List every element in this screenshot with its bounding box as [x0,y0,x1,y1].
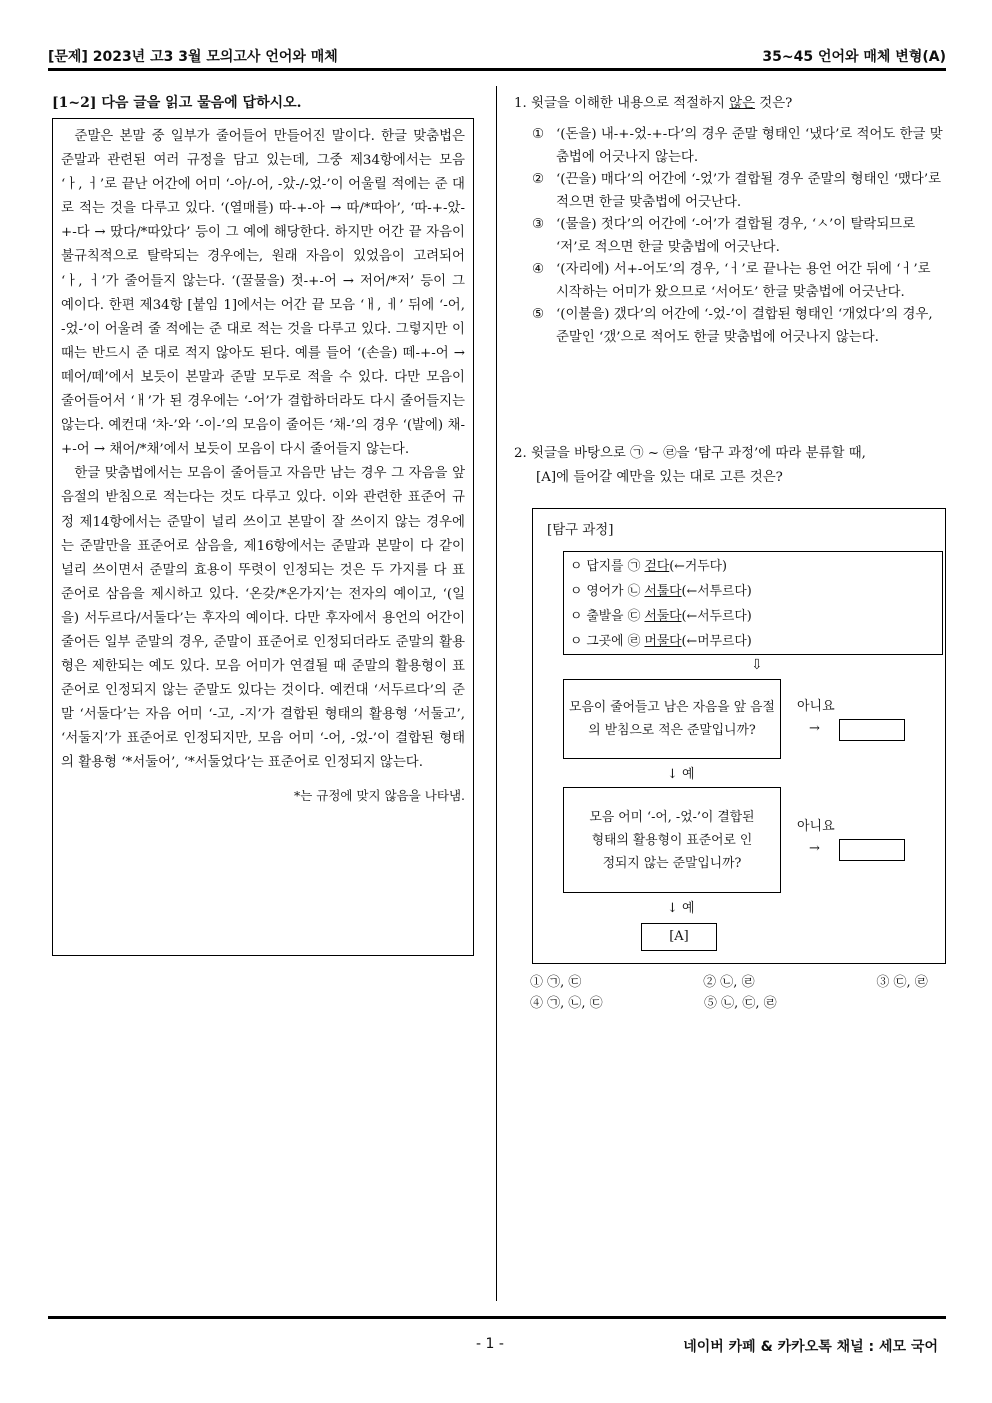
exam-subtitle: 35~45 언어와 매체 변형(A) [762,49,946,65]
choice-3[interactable]: ③ ㉢, ㉣ [876,975,928,990]
question-1-stem [514,92,946,116]
question-1 [514,92,946,349]
choice-1[interactable]: ① ㉠, ㉢ [530,975,582,990]
question-1-stem-text: 1. 윗글을 이해한 내용으로 적절하지 [514,96,730,111]
example-word: 서둘다 [644,609,682,624]
question-1-stem-end: 것은? [755,96,793,111]
passage-paragraph-2: 한글 맞춤법에서는 모음이 줄어들고 자음만 남는 경우 그 자음을 앞 음절의 받침으로 적는다는 것도 다루고 있다. 이와 관련한 표준어 규정 제14항에서는 준말이 널리 쓰이고 본말이 잘 쓰이지 않는 경우에는 준말만을 표준어로 삼음을, 제16항에서는 준말과 본말이 다 같이 널리 쓰이면서 준말의 효용이 뚜렷이 인정되는 것은 두 가지를 다 표준어로 삼음을 제시하고 있다. ‘온갖/*온가지’는 전자의 예이고, ‘(일을) 서두르다/서둘다’는 후자의 예이다. 다만 후자에서 용언의 어간이 줄어든 일부 준말의 경우, 준말이 표준어로 인정되더라도 준말의 활용형은 제한되는 예도 있다. 모음 어미가 연결될 때 준말의 활용형이 표준어로 인정되지 않는 준말도 있다는 것이다. 예컨대 ‘서두르다’의 준말 ‘서둘다’는 자음 어미 ‘-고, -지’가 결합된 형태의 활용형 ‘서둘고’, ‘서둘지’가 표준어로 인정되지만, 모음 어미 ‘-어, -었-’이 결합된 형태의 활용형 ‘*서둘어’, ‘*서둘었다’는 표준어로 인정되지 않는다. [61,466,465,771]
option-number: ③ [532,217,545,232]
example-origin: (←서투르다) [681,584,752,599]
example-prefix: ㅇ 출발을 ㉢ [570,609,645,624]
exam-title: [문제] 2023년 고3 3월 모의고사 언어와 매체 [48,49,338,65]
example-word: 걷다 [644,559,670,574]
result-A-box: [A] [641,923,717,951]
choice-4[interactable]: ④ ㉠, ㉡, ㉢ [530,996,603,1011]
page-number: - 1 - [476,1336,504,1352]
example-origin: (←머무르다) [681,634,752,649]
inquiry-process-box [532,508,946,964]
example-prefix: ㅇ 영어가 ㉡ [570,584,645,599]
option-2[interactable] [532,169,946,214]
column-divider [496,86,497,1301]
example-origin: (←서두르다) [681,609,752,624]
option-number: ② [532,172,545,187]
example-word: 머물다 [644,634,682,649]
question-2 [514,442,946,490]
right-arrow-icon: → [809,721,820,736]
example-list [563,551,943,655]
inquiry-title: [탐구 과정] [547,523,614,538]
option-text: ‘(돈을) 내-+-었-+-다’의 경우 준말 형태인 ‘냈다’로 적어도 한글 맞춤법에 어긋나지 않는다. [556,127,943,165]
option-text: ‘(물을) 젓다’의 어간에 ‘-어’가 결합될 경우, ‘ㅅ’이 탈락되므로 ‘저’로 적으면 한글 맞춤법에 어긋난다. [556,217,916,255]
example-origin: (←거두다) [669,559,727,574]
step-2-question: 모음 어미 ‘-어, -었-’이 결합된 형태의 활용형이 표준어로 인정되지 않는 준말입니까? [563,787,781,893]
hollow-down-arrow-icon: ⇩ [751,657,763,673]
footer-channel: 네이버 카페 & 카카오톡 채널 : 세모 국어 [683,1339,938,1355]
right-arrow-icon: → [809,841,820,856]
option-4[interactable] [532,259,946,304]
choice-2[interactable]: ② ㉡, ㉣ [703,975,755,990]
example-prefix: ㅇ 답지를 ㉠ [570,559,645,574]
reading-passage [52,118,474,956]
question-lead: [1~2] 다음 글을 읽고 물음에 답하시오. [52,95,302,111]
example-prefix: ㅇ 그곳에 ㉣ [570,634,645,649]
option-number: ⑤ [532,307,545,322]
step-2-yes-label: ↓ 예 [667,901,695,916]
option-1[interactable] [532,124,946,169]
step-2-answer-blank [839,839,905,861]
example-item [570,604,936,629]
passage-paragraph-1: 준말은 본말 중 일부가 줄어들어 만들어진 말이다. 한글 맞춤법은 준말과 관련된 여러 규정을 담고 있는데, 그중 제34항에서는 모음 ‘ㅏ, ㅓ’로 끝난 어간에 어미 ‘-아/-어, -았-/-었-’이 어울릴 적에는 준 대로 적는 것을 다루고 있다. ‘(열매를) 따-+-아 → 따/*따아’, ‘따-+-았-+-다 → 땄다/*따았다’ 등이 그 예에 해당한다. 하지만 어간 끝 자음이 불규칙적으로 탈락되는 경우에는, 원래 자음이 있었음이 고려되어 ‘ㅏ, ㅓ’가 줄어들지 않는다. ‘(꿀물을) 젓-+-어 → 저어/*저’ 등이 그 예이다. 한편 제34항 [붙임 1]에서는 어간 끝 모음 ‘ㅐ, ㅔ’ 뒤에 ‘-어, -었-’이 어울려 줄 적에는 준 대로 적는 것을 다루고 있다. 그렇지만 이때는 반드시 준 대로 적지 않아도 된다. 예를 들어 ‘(손을) 떼-+-어 → 떼어/떼’에서 보듯이 본말과 준말 모두로 적을 수 있다. 다만 모음이 줄어들어서 ‘ㅐ’가 된 경우에는 ‘-어’가 결합하더라도 다시 줄어들지는 않는다. 예컨대 ‘차-’와 ‘-이-’의 모음이 줄어든 ‘채-’의 경우 ‘(발에) 채-+-어 → 채어/*채’에서 보듯이 모음이 다시 줄어들지 않는다. [61,129,465,458]
option-5[interactable] [532,304,946,349]
choice-5[interactable]: ⑤ ㉡, ㉢, ㉣ [704,996,777,1011]
question-2-stem-line1: 2. 윗글을 바탕으로 ㉠ ~ ㉣을 ‘탐구 과정’에 따라 분류할 때, [514,446,866,461]
example-word: 서툴다 [644,584,682,599]
question-2-choices [530,972,946,1014]
option-number: ④ [532,262,545,277]
question-1-stem-emphasis: 않은 [729,96,756,111]
step-1-yes-label: ↓ 예 [667,767,695,782]
passage-note: *는 규정에 맞지 않음을 나타냄. [293,787,465,803]
example-item [570,554,936,579]
step-1-question: 모음이 줄어들고 남은 자음을 앞 음절의 받침으로 적은 준말입니까? [563,679,781,759]
option-3[interactable] [532,214,946,259]
question-2-stem-line2: [A]에 들어갈 예만을 있는 대로 고른 것은? [536,470,783,485]
question-1-options [514,124,946,349]
option-text: ‘(자리에) 서+-어도’의 경우, ‘ㅓ’로 끝나는 용언 어간 뒤에 ‘ㅓ’로 시작하는 어미가 왔으므로 ‘서어도’ 한글 맞춤법에 어긋난다. [556,262,931,300]
option-number: ① [532,127,545,142]
top-rule [48,68,946,71]
step-1-answer-blank [839,719,905,741]
example-item [570,629,936,654]
question-2-stem [514,442,946,490]
option-text: ‘(이불을) 갰다’의 어간에 ‘-었-’이 결합된 형태인 ‘개었다’의 경우, 준말인 ‘갰’으로 적어도 한글 맞춤법에 어긋나지 않는다. [556,307,933,345]
step-2-no-label: 아니요 [797,819,835,834]
example-item [570,579,936,604]
step-1-no-label: 아니요 [797,699,835,714]
option-text: ‘(끈을) 매다’의 어간에 ‘-었’가 결합될 경우 준말의 형태인 ‘맸다’로 적으면 한글 맞춤법에 어긋난다. [556,172,942,210]
page-header [48,42,946,66]
bottom-rule [48,1316,946,1319]
